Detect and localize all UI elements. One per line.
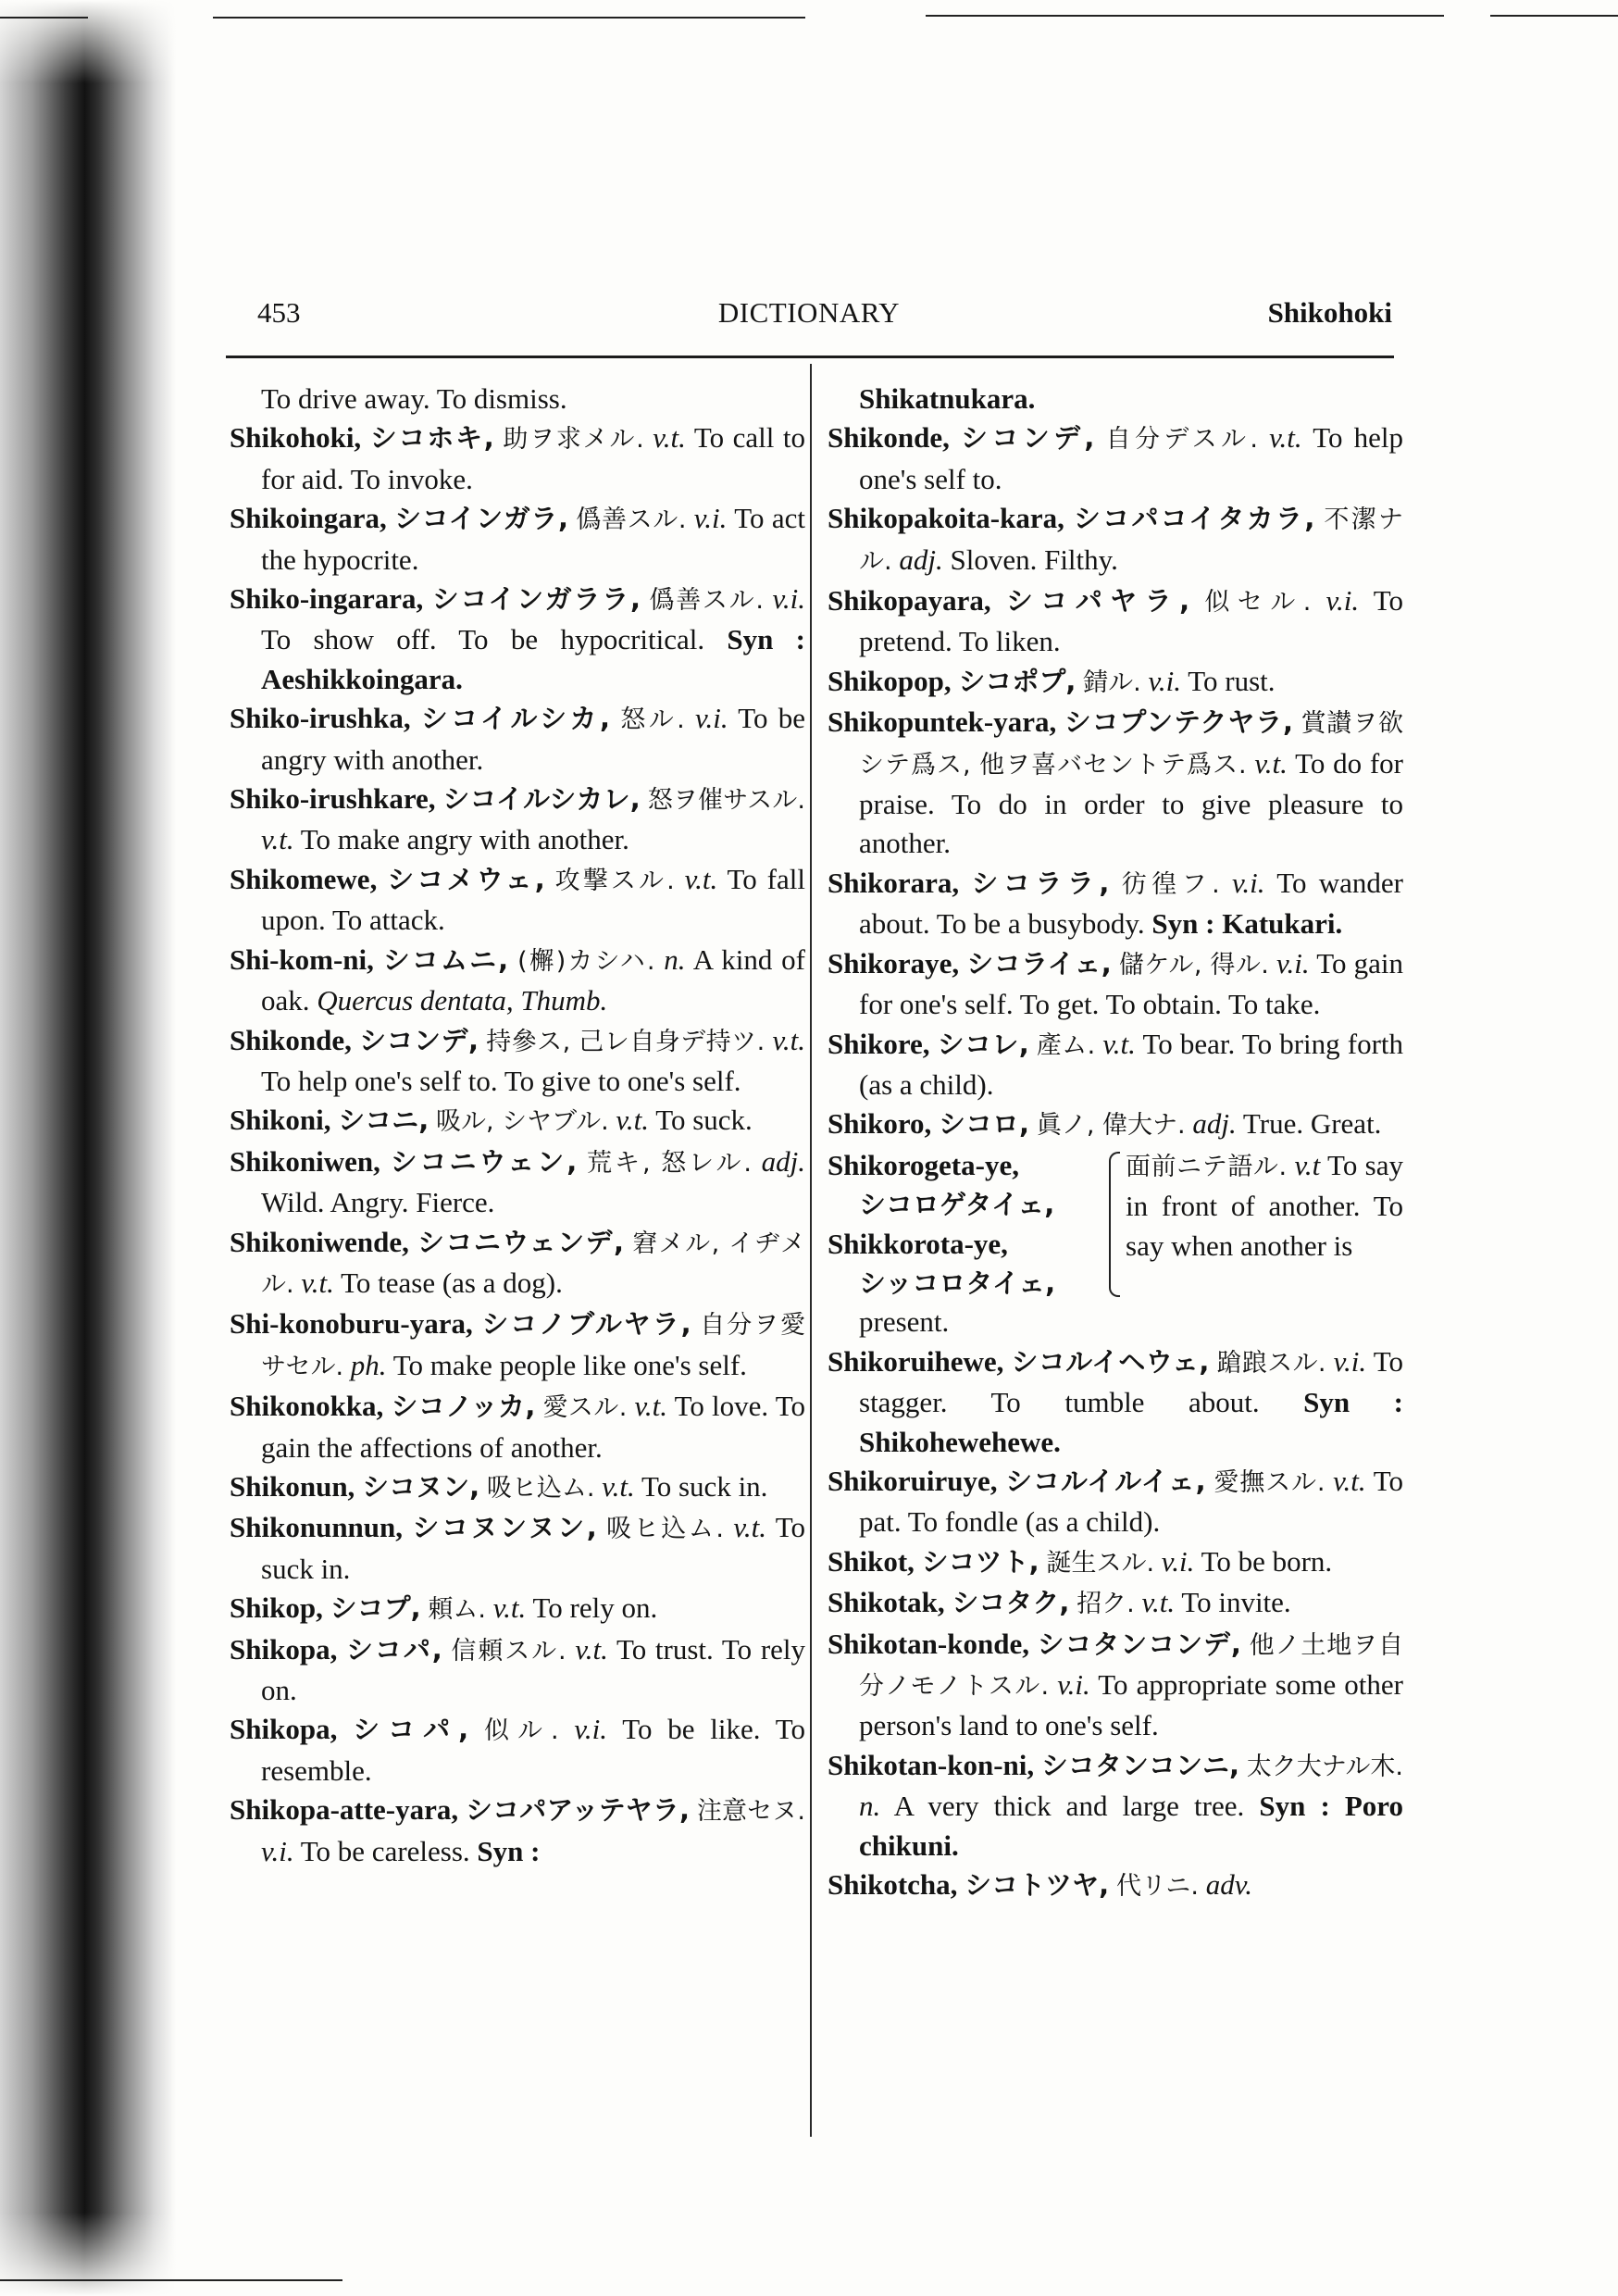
katakana-reading: シコタンコンデ, (1037, 1628, 1241, 1660)
katakana-reading: シコロ, (939, 1108, 1030, 1141)
dictionary-entry (230, 860, 805, 941)
definition: To suck. (655, 1104, 753, 1137)
japanese-gloss: 自分ヲ愛サセル. (261, 1311, 806, 1381)
headword: Shiko-ingarara, (230, 582, 424, 616)
katakana-reading: シコパコイタカラ, (1073, 503, 1315, 535)
dictionary-entry (230, 1467, 805, 1508)
japanese-gloss: 荒キ, 怒レル. (587, 1148, 752, 1178)
header-rule (226, 356, 1394, 358)
part-of-speech: v.t. (492, 1591, 527, 1625)
definition: To act the hypocrite. (261, 502, 805, 576)
japanese-gloss: 注意セヌ. (696, 1797, 806, 1827)
part-of-speech: v.i. (261, 1834, 294, 1867)
headword: Shikonokka, (230, 1390, 384, 1423)
definition: To be born. (1201, 1544, 1333, 1578)
synonym-label: Syn : (727, 623, 805, 656)
japanese-gloss: 吸ル, シヤブル. (435, 1107, 609, 1137)
katakana-reading: シコインガララ, (431, 583, 641, 616)
definition: To say in front of another. To say when another is (1126, 1148, 1403, 1262)
definition: To love. To gain the affections of another. (261, 1390, 805, 1464)
definition: To suck in. (641, 1469, 768, 1503)
japanese-gloss: 助ヲ求メル. (503, 425, 644, 455)
katakana-reading: シコツト, (921, 1545, 1039, 1578)
headword: Shikopakoita-kara, (828, 502, 1064, 535)
book-binding-shadow (0, 0, 176, 2296)
part-of-speech: v.i. (693, 502, 728, 535)
headword: Shikore, (828, 1027, 930, 1060)
japanese-gloss: 儲ケル, 得ル. (1118, 950, 1269, 980)
japanese-gloss: 似ル. (483, 1716, 559, 1746)
japanese-gloss: 眞ノ, 偉大ナ. (1036, 1111, 1186, 1141)
definition: To bear. To bring forth (as a child). (859, 1027, 1404, 1101)
japanese-gloss: 賞讃ヲ欲シテ爲ス, 他ヲ喜バセントテ爲ス. (859, 709, 1404, 780)
japanese-gloss: 攻撃スル. (554, 866, 675, 895)
japanese-gloss: 彷徨フ. (1121, 869, 1220, 899)
part-of-speech: v.t (1294, 1148, 1321, 1181)
definition: To fall upon. To attack. (261, 862, 805, 937)
headword: Shikopayara, (828, 584, 991, 618)
definition: To call to for aid. To invoke. (261, 421, 806, 495)
headword: Shikoruihewe, (828, 1344, 1004, 1378)
page-number: 453 (257, 296, 301, 329)
katakana-reading: シコパ, (353, 1714, 469, 1746)
scan-edge-line (926, 15, 1444, 17)
part-of-speech: v.t. (301, 1266, 334, 1299)
dictionary-entry (828, 864, 1403, 944)
japanese-gloss: 誕生スル. (1046, 1548, 1155, 1578)
part-of-speech: v.t. (1102, 1027, 1136, 1060)
katakana-reading: シコノッカ, (391, 1391, 536, 1423)
synonym-continuation (828, 380, 1403, 418)
katakana-reading: シコヌン, (362, 1470, 480, 1503)
dictionary-entry (230, 1630, 805, 1711)
katakana-reading: シコンデ, (960, 422, 1095, 455)
japanese-gloss: 招ク. (1077, 1590, 1135, 1619)
part-of-speech: n. (664, 942, 686, 976)
katakana-reading: シコンデ, (359, 1024, 479, 1056)
headword: Shikoraye, (828, 946, 960, 980)
part-of-speech: adj. (1192, 1107, 1237, 1141)
definition: To drive away. To dismiss. (261, 382, 567, 415)
katakana-reading: シコムニ, (382, 943, 509, 976)
part-of-speech: v.i. (1231, 866, 1265, 899)
part-of-speech: v.t. (575, 1632, 608, 1666)
dictionary-entry (230, 1508, 805, 1589)
brace-icon (1105, 1146, 1126, 1304)
headword: Shikonde, (230, 1023, 352, 1056)
part-of-speech: v.i. (1161, 1544, 1195, 1578)
definition: Sloven. Filthy. (950, 543, 1118, 576)
dictionary-entry (230, 780, 805, 860)
part-of-speech: v.t. (653, 421, 686, 455)
definition: To pat. To fondle (as a child). (859, 1464, 1403, 1539)
headword: Shikot, (828, 1544, 915, 1578)
definition: To stagger. To tumble about. (859, 1344, 1403, 1419)
part-of-speech: v.i. (1276, 946, 1310, 980)
katakana-reading: シコニ, (338, 1104, 429, 1137)
japanese-gloss: 錆ル. (1083, 668, 1141, 697)
headword: Shikopop, (828, 664, 952, 697)
definition: Wild. Angry. Fierce. (261, 1186, 495, 1219)
definition: To rust. (1188, 664, 1276, 697)
dictionary-entry (828, 1583, 1403, 1624)
dictionary-entry (230, 1021, 805, 1102)
katakana-reading: シコニウェン, (390, 1145, 578, 1178)
synonym-label: Syn : (1303, 1386, 1403, 1419)
katakana-reading: シコイルシカレ, (442, 783, 641, 816)
japanese-gloss: 頼ム. (428, 1595, 486, 1625)
japanese-gloss: 吸ヒ込ム. (606, 1515, 725, 1544)
synonym-label: Syn : (477, 1834, 541, 1867)
part-of-speech: v.i. (1326, 584, 1360, 618)
definition: To help one's self to. (859, 421, 1403, 495)
part-of-speech: v.i. (1333, 1344, 1367, 1378)
katakana-reading: シコパアッテヤラ, (466, 1794, 691, 1827)
headword: Shikoniwende, (230, 1225, 409, 1258)
japanese-gloss: 僞善スル. (649, 586, 764, 616)
part-of-speech: v.t. (602, 1469, 635, 1503)
katakana-reading: シコホキ, (369, 422, 494, 455)
katakana-reading: シコタンコンニ, (1040, 1749, 1239, 1781)
katakana-reading: シコルイルイェ, (1005, 1465, 1206, 1497)
dictionary-entry (828, 1866, 1403, 1906)
part-of-speech: v.i. (695, 702, 728, 735)
definition-continuation: present. (859, 1305, 950, 1339)
headword: Shikotan-kon-ni, (828, 1748, 1035, 1781)
dictionary-entry (230, 1101, 805, 1142)
definition: A kind of oak. (261, 942, 806, 1017)
katakana-reading: シコプ, (330, 1592, 421, 1625)
synonym: Katukari. (1222, 907, 1343, 941)
japanese-gloss: 自分デスル. (1105, 425, 1258, 455)
headword: Shikoruiruye, (828, 1464, 998, 1497)
definition-continuation (230, 380, 805, 418)
definition: To help one's self to. To give to one's self. (261, 1064, 741, 1097)
dictionary-entry (828, 1462, 1403, 1542)
scan-edge-line (0, 17, 88, 19)
definition: True. Great. (1242, 1107, 1382, 1141)
katakana-reading: シコトツヤ, (965, 1869, 1110, 1902)
synonym-label: Syn : (1259, 1790, 1330, 1823)
japanese-gloss: 愛スル. (542, 1393, 628, 1423)
katakana-reading: シコプンテクヤラ, (1064, 706, 1294, 739)
katakana-reading: シコララ, (971, 867, 1110, 899)
part-of-speech: v.i. (1057, 1668, 1090, 1701)
scan-edge-line (1490, 15, 1618, 17)
headword: Shikopa, (230, 1632, 338, 1666)
dictionary-entry (230, 1589, 805, 1629)
katakana-reading: シコノブルヤラ, (481, 1308, 691, 1341)
part-of-speech: v.i. (574, 1713, 607, 1746)
part-of-speech: v.t. (684, 862, 718, 895)
japanese-gloss: 似セル. (1204, 588, 1312, 618)
scan-edge-line (213, 17, 805, 19)
dictionary-entry (230, 1223, 805, 1305)
scientific-name: Quercus dentata, Thumb. (317, 984, 608, 1017)
dictionary-entry (828, 1542, 1403, 1583)
japanese-gloss: 他ノ土地ヲ自分ノモノトスル. (859, 1630, 1404, 1701)
part-of-speech: v.t. (1254, 746, 1288, 780)
dictionary-entry (828, 1025, 1403, 1105)
part-of-speech: v.t. (1333, 1464, 1366, 1497)
headword: Shikoni, (230, 1104, 331, 1137)
headword: Shikoingara, (230, 502, 387, 535)
dictionary-entry-group (828, 1146, 1403, 1304)
definition: To make people like one's self. (392, 1348, 747, 1381)
dictionary-entry (230, 499, 805, 580)
definition: To invite. (1181, 1586, 1291, 1619)
definition: To show off. To be hypocritical. (261, 623, 705, 656)
katakana-reading: シコインガラ, (394, 503, 568, 535)
left-column (230, 380, 805, 1871)
synonym-label: Syn : (1151, 907, 1215, 941)
dictionary-entry (230, 941, 805, 1021)
japanese-gloss: (檞)カシハ. (517, 946, 655, 976)
part-of-speech: adj. (761, 1144, 806, 1178)
japanese-gloss: 持參ス, 己レ自身デ持ツ. (486, 1027, 765, 1056)
part-of-speech: v.t. (733, 1511, 766, 1544)
definition: To rely on. (532, 1591, 658, 1625)
katakana-reading: シコタク, (952, 1587, 1070, 1619)
dictionary-entry (828, 944, 1403, 1025)
definition: To tease (as a dog). (341, 1266, 563, 1299)
japanese-gloss: 面前ニテ語ル. (1126, 1152, 1288, 1181)
part-of-speech: adj. (899, 543, 943, 576)
part-of-speech: n. (859, 1790, 881, 1823)
definition: To appropriate some other person's land to one's self. (859, 1668, 1403, 1742)
dictionary-entry (828, 499, 1403, 581)
definition: To make angry with another. (300, 823, 629, 856)
headword: Shikopa, (230, 1713, 338, 1746)
definition: To pretend. To liken. (859, 584, 1404, 658)
dictionary-entry (230, 1142, 805, 1223)
dictionary-entry (828, 581, 1403, 662)
synonym: Shikohewehewe. (859, 1425, 1061, 1458)
katakana-reading: シッコロタイェ, (859, 1267, 1056, 1299)
headword: Shikoro, (828, 1107, 932, 1141)
headword: Shi-konoburu-yara, (230, 1307, 473, 1341)
part-of-speech: v.t. (634, 1390, 668, 1423)
guide-word: Shikohoki (1267, 296, 1392, 329)
japanese-gloss: 蹌踉スル. (1216, 1348, 1326, 1378)
japanese-gloss: 不潔ナル. (859, 505, 1404, 576)
katakana-reading: シコイルシカ, (420, 703, 611, 735)
japanese-gloss: 愛撫スル. (1214, 1467, 1326, 1497)
dictionary-entry (828, 1104, 1403, 1145)
headword: Shikopuntek-yara, (828, 705, 1057, 739)
headword: Shiko-irushka, (230, 702, 411, 735)
katakana-reading: シコパヤラ, (1005, 585, 1190, 618)
katakana-reading: シコニウェンデ, (417, 1226, 625, 1258)
part-of-speech: v.t. (616, 1104, 649, 1137)
headword: Shikotak, (828, 1586, 945, 1619)
headword: Shikotcha, (828, 1868, 958, 1902)
part-of-speech: ph. (350, 1348, 387, 1381)
part-of-speech: v.i. (1148, 664, 1182, 697)
definition: To be like. To resemble. (261, 1713, 806, 1787)
japanese-gloss: 窘メル, イヂメル. (261, 1229, 806, 1299)
headword: Shikonun, (230, 1469, 355, 1503)
definition: To do for praise. To do in order to give pleasure to another. (859, 746, 1404, 860)
dictionary-entry (230, 580, 805, 699)
japanese-gloss: 代リニ. (1115, 1872, 1199, 1902)
headword: Shikkorota-ye, (828, 1227, 1008, 1260)
katakana-reading: シコライェ, (966, 947, 1112, 980)
japanese-gloss: 怒ヲ催サスル. (647, 786, 805, 816)
dictionary-entry (230, 1387, 805, 1467)
definition: To be careless. (300, 1834, 470, 1867)
part-of-speech: v.i. (772, 582, 806, 616)
dictionary-entry (828, 662, 1403, 703)
katakana-reading: シコルイヘウェ, (1011, 1345, 1210, 1378)
part-of-speech: v.t. (261, 823, 294, 856)
right-column (828, 380, 1403, 1906)
headword: Shikorogeta-ye, (828, 1148, 1019, 1181)
definition: To be angry with another. (261, 702, 805, 776)
japanese-gloss: 產ム. (1036, 1030, 1096, 1060)
headword: Shi-kom-ni, (230, 942, 374, 976)
dictionary-entry (230, 1710, 805, 1791)
dictionary-entry (828, 703, 1403, 864)
headword: Shikoniwen, (230, 1144, 380, 1178)
katakana-reading: シコパ, (346, 1633, 442, 1666)
dictionary-entry (230, 1304, 805, 1387)
dictionary-entry (230, 699, 805, 780)
dictionary-entry (230, 418, 805, 499)
definition: A very thick and large tree. (893, 1790, 1245, 1823)
headword: Shiko-irushkare, (230, 782, 436, 816)
running-title: DICTIONARY (717, 296, 901, 329)
katakana-reading: シコメウェ, (387, 863, 545, 895)
japanese-gloss: 信頼スル. (451, 1636, 566, 1666)
synonym: Aeshikkoingara. (261, 662, 463, 695)
headword: Shikomewe, (230, 862, 378, 895)
dictionary-entry (828, 1625, 1403, 1746)
part-of-speech: v.t. (1141, 1586, 1176, 1619)
japanese-gloss: 吸ヒ込ム. (486, 1473, 595, 1503)
part-of-speech: v.t. (1269, 421, 1302, 455)
column-divider (810, 364, 812, 2137)
katakana-reading: シコレ, (937, 1028, 1029, 1060)
scan-edge-line (0, 2279, 342, 2281)
dictionary-entry (230, 1791, 805, 1871)
headword: Shikop, (230, 1591, 323, 1625)
definition: To gain for one's self. To get. To obtain. To take. (859, 946, 1404, 1021)
part-of-speech: adv. (1205, 1868, 1252, 1902)
synonym: Poro chikuni. (859, 1790, 1404, 1862)
katakana-reading: シコロゲタイェ, (859, 1189, 1055, 1221)
katakana-reading: シコヌンヌン, (412, 1512, 597, 1544)
dictionary-entry (828, 418, 1403, 499)
headword: Shikohoki, (230, 421, 362, 455)
headword: Shikotan-konde, (828, 1627, 1029, 1660)
japanese-gloss: 僞善スル. (576, 505, 687, 535)
katakana-reading: シコポプ, (958, 665, 1077, 697)
japanese-gloss: 怒ル. (620, 705, 685, 735)
definition: To trust. To rely on. (261, 1632, 806, 1706)
headword: Shikonunnun, (230, 1511, 404, 1544)
japanese-gloss: 太ク大ナル木. (1246, 1752, 1404, 1781)
synonym: Shikatnukara. (859, 382, 1036, 415)
headword: Shikopa-atte-yara, (230, 1793, 459, 1827)
definition: To suck in. (261, 1511, 806, 1585)
dictionary-entry (828, 1342, 1403, 1462)
dictionary-entry (828, 1746, 1403, 1866)
part-of-speech: v.t. (772, 1023, 806, 1056)
headword: Shikonde, (828, 421, 950, 455)
headword: Shikorara, (828, 866, 960, 899)
definition: To wander about. To be a busybody. (859, 866, 1403, 941)
